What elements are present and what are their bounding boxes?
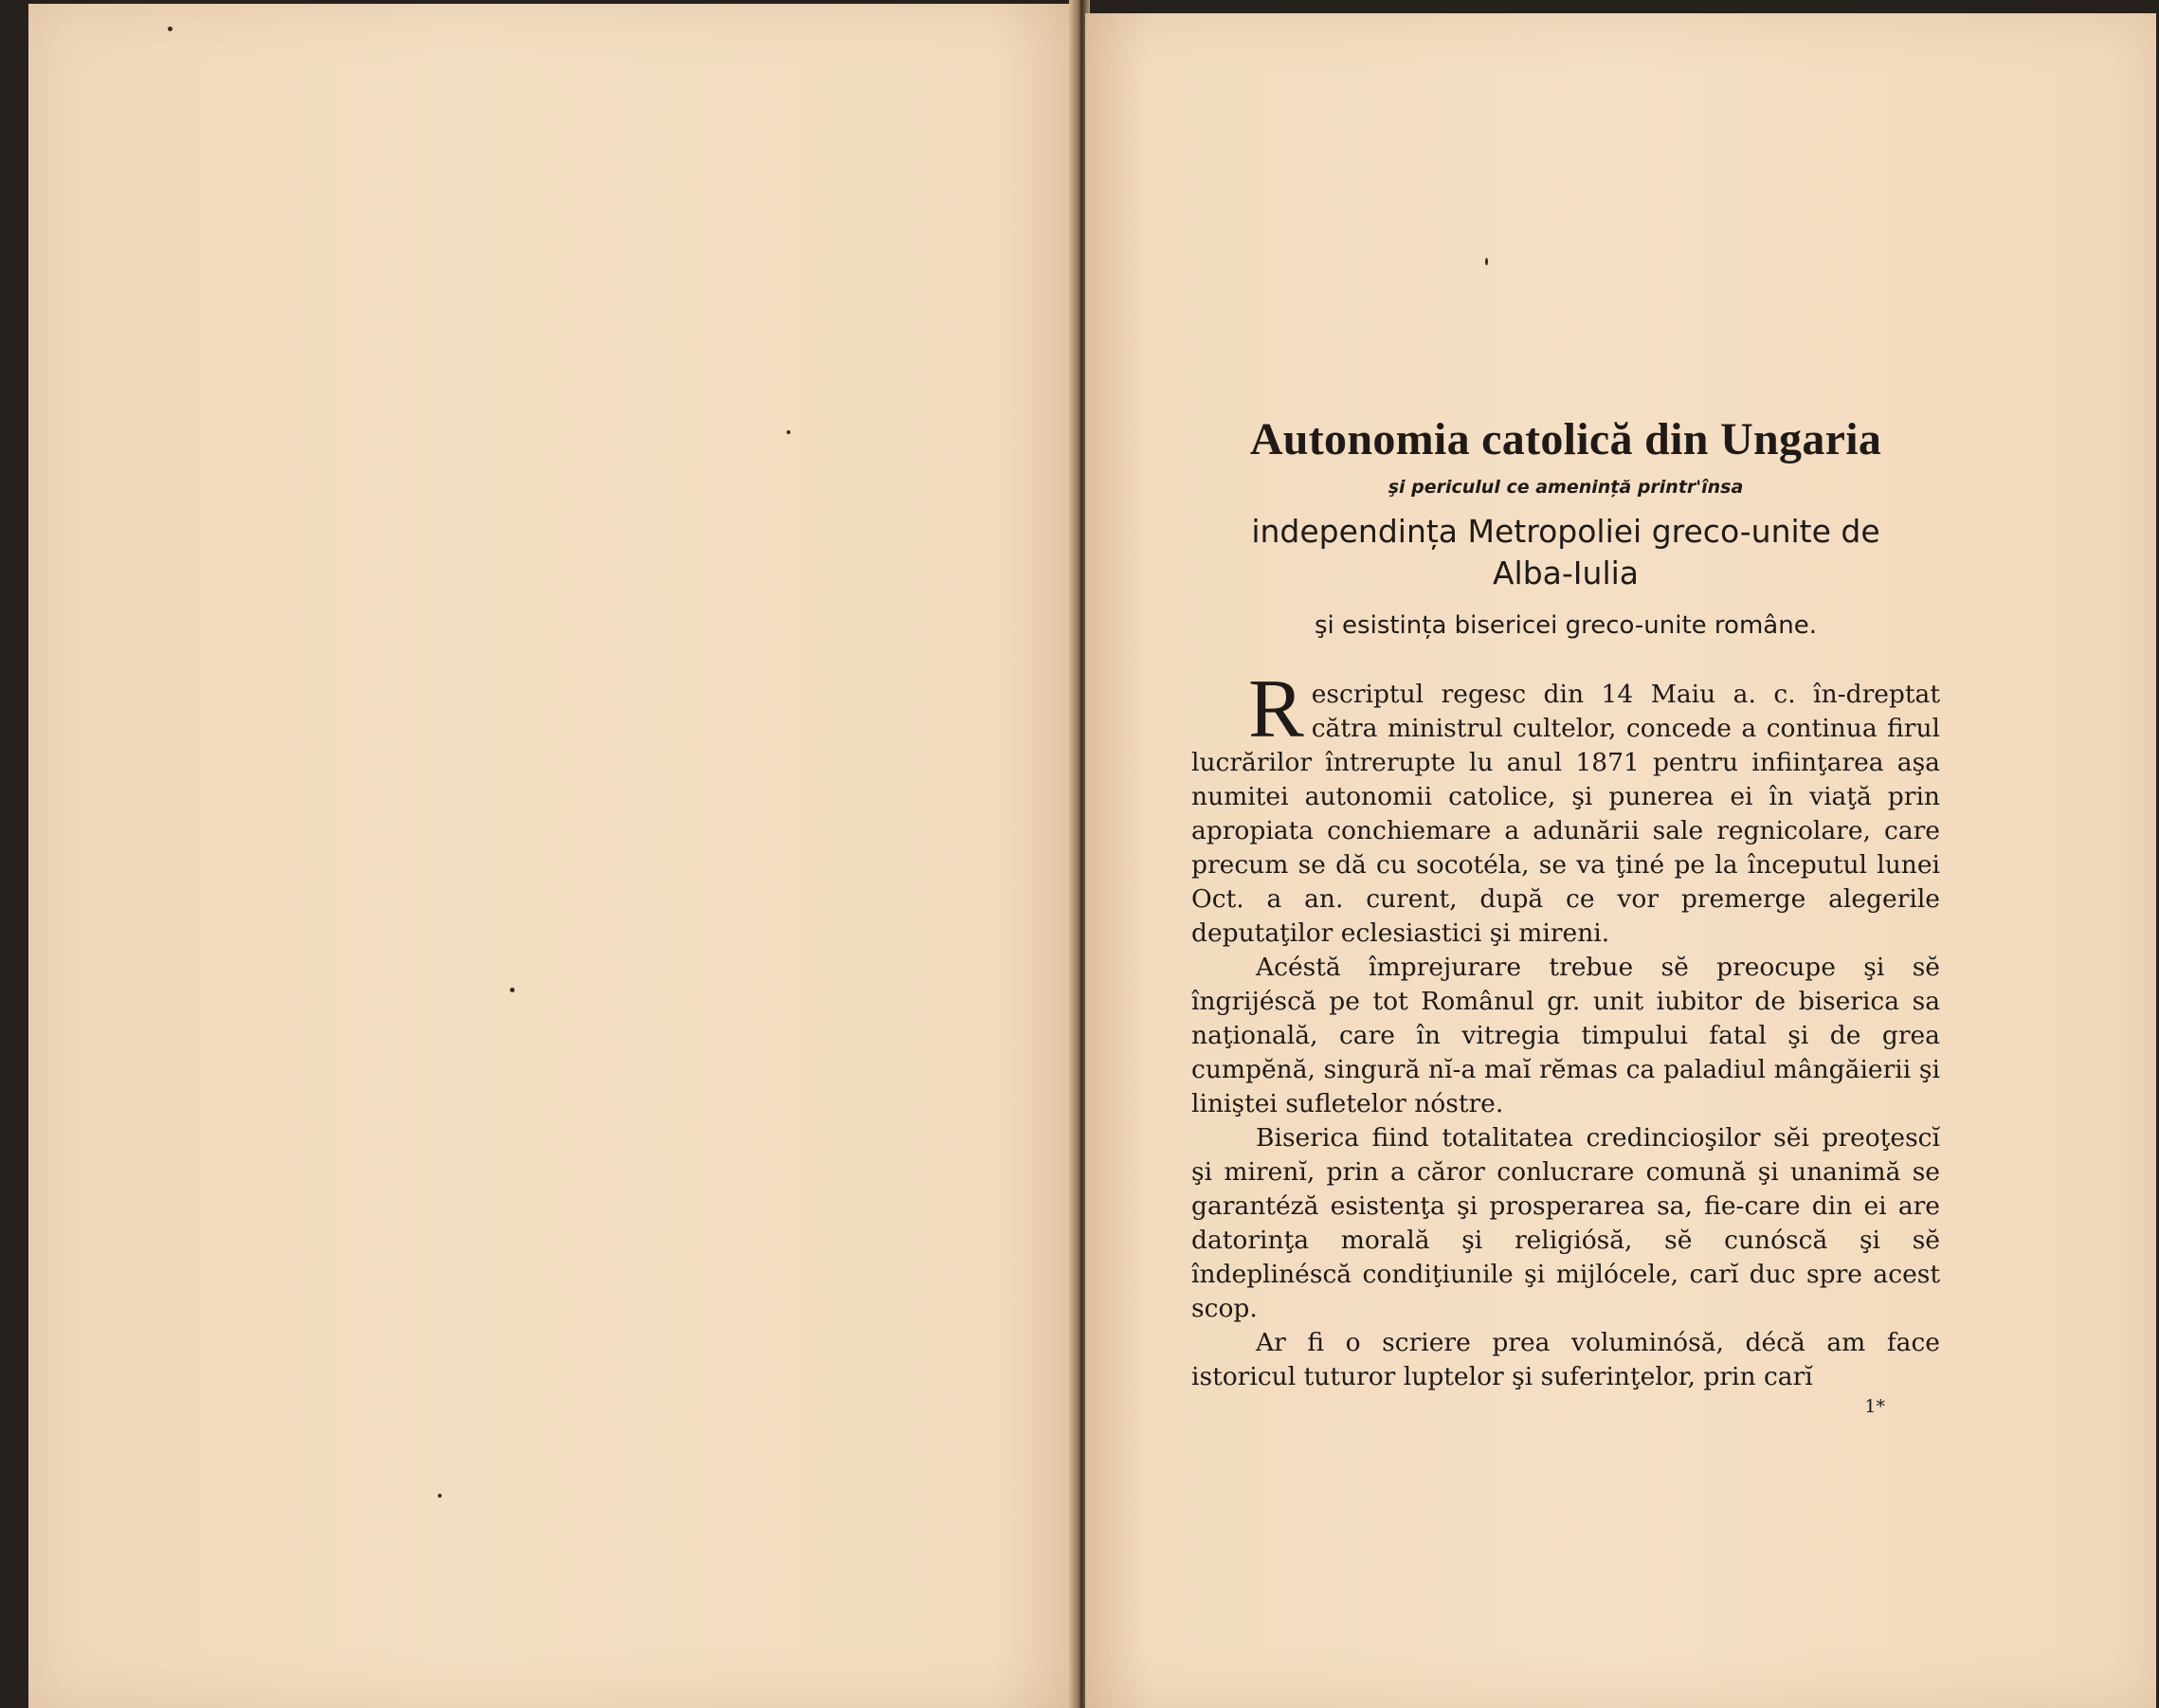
paper-speck	[510, 988, 515, 992]
signature-mark: 1*	[1864, 1396, 1885, 1417]
paragraph-1	[1191, 663, 1940, 951]
paper-speck	[787, 430, 790, 434]
paragraph-3: Biserica fiind totalitatea credincioşilor sĕi preoţescĭ şi mirenĭ, prin a căror conlucrare comună şi unanimă se garantéză esistenţa şi prosperarea sa, fie-care din ei are datorinţa morală şi religiósă, sĕ cunóscă şi sĕ îndeplinéscă condiţiunile şi mijlócele, carĭ duc spre acest scop.	[1191, 1123, 1940, 1323]
paper-speck	[438, 1494, 442, 1498]
body-text	[1191, 663, 1940, 1394]
document-title: Autonomia catolică din Ungaria	[1249, 414, 1882, 464]
paragraph-4: Ar fi o scriere prea voluminósă, décă am face istoricul tuturor luptelor şi suferinţelor, prin carĭ	[1191, 1328, 1940, 1391]
page-content	[1191, 412, 1940, 1417]
paragraph-1-text: escriptul regesc din 14 Maiu a. c. în-dreptat cătra ministrul cultelor, concede a continua firul lucrărilor întrerupte lu anul 1871 pentru infiinţarea aşa numitei autonomii catolice, şi punerea ei în viaţă prin apropiata conchiemare a adunării sale regnicolare, care precum se dă cu socotéla, se va ţiné pe la începutul lunei Oct. a an. curent, după ce vor premerge alegerile deputaţilor eclesiastici şi mireni.	[1191, 680, 1940, 948]
subhead-line1: independința Metropoliei greco-unite de	[1251, 513, 1880, 550]
paper-speck	[168, 27, 172, 31]
subhead-line2: Alba-Iulia	[1492, 554, 1640, 591]
drop-cap: R	[1248, 663, 1304, 755]
document-subtitle: şi periculul ce amenință printr'însa	[1388, 477, 1744, 498]
paper-speck	[1485, 258, 1488, 265]
left-page-blank	[28, 4, 1076, 1708]
subhead-line3: şi esistința bisericei greco-unite române.	[1315, 611, 1817, 640]
paragraph-2: Acéstă împrejurare trebue sĕ preocupe şi sĕ îngrijéscă pe tot Românul gr. unit iubitor de biserica sa naţională, care în vitregia timpului fatal şi de grea cumpĕnă, singură nĭ-a maĭ rĕmas ca paladiul mângăierii şi liniştei sufletelor nóstre.	[1191, 953, 1940, 1118]
